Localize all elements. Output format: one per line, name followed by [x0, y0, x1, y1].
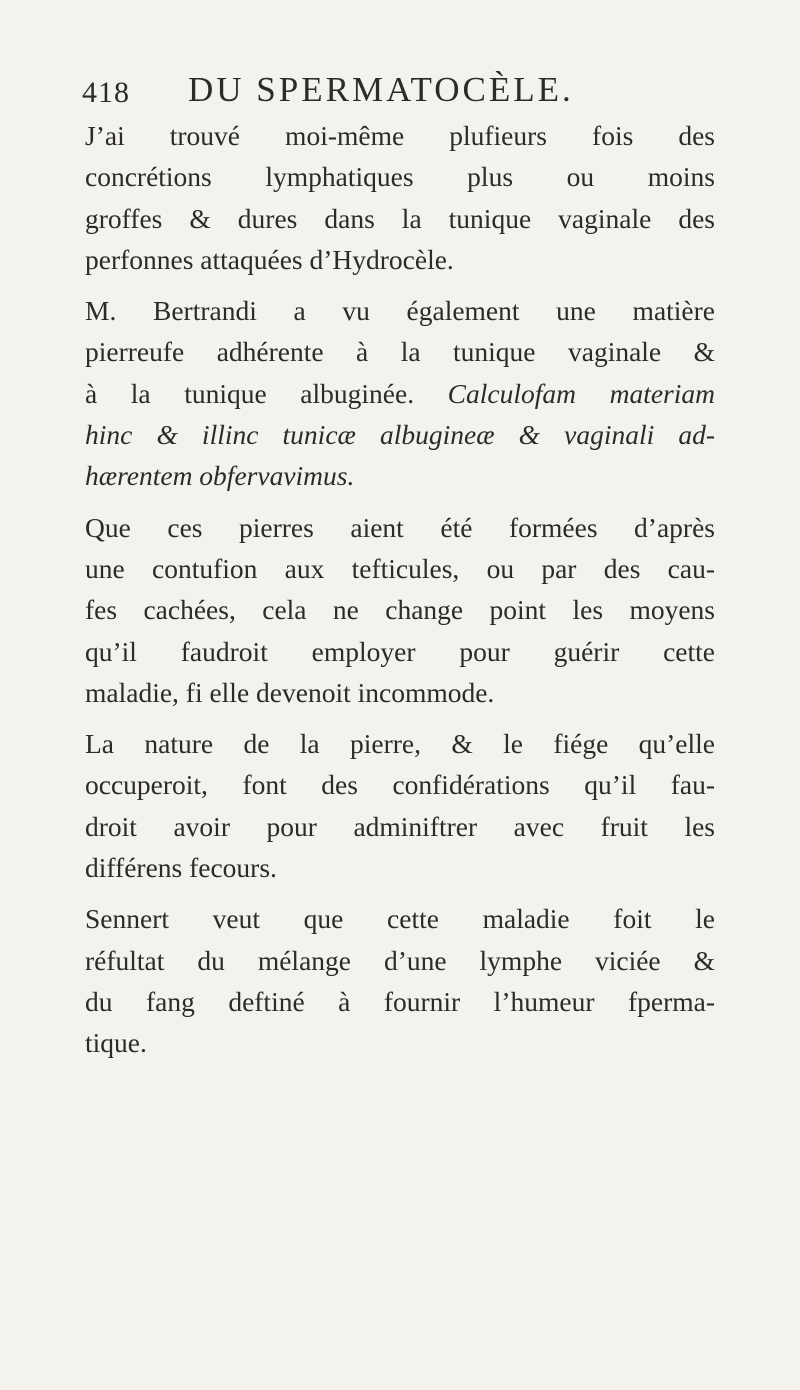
page-number: 418	[82, 76, 130, 109]
text-line: différens fecours.	[85, 852, 277, 884]
paragraph-2	[85, 290, 715, 496]
paragraph-1	[85, 115, 715, 280]
body-text	[85, 115, 715, 1074]
latin-quote-line: hærentem obfervavimus.	[85, 460, 355, 492]
text-line: fes cachées, cela ne change point les moyens	[85, 594, 715, 626]
page-header	[82, 70, 702, 120]
text-line: occuperoit, font des confidérations qu’il fau-	[85, 769, 715, 801]
text-line: Sennert veut que cette maladie foit le	[85, 903, 715, 935]
text-line: La nature de la pierre, & le fiége qu’elle	[85, 728, 715, 760]
text-line: qu’il faudroit employer pour guérir cette	[85, 635, 715, 667]
paragraph-3	[85, 507, 715, 713]
text-fragment: à la tunique albuginée.	[85, 377, 415, 409]
text-line: J’ai trouvé moi-même plufieurs fois des	[85, 120, 715, 151]
text-line-mixed	[85, 373, 715, 414]
paragraph-5	[85, 898, 715, 1063]
text-line: M. Bertrandi a vu également une matière	[85, 295, 715, 327]
latin-quote-line: hinc & illinc tunicæ albugineæ & vaginali ad-	[85, 419, 715, 451]
text-line: concrétions lymphatiques plus ou moins	[85, 161, 715, 193]
running-head: DU SPERMATOCÈLE.	[188, 70, 574, 109]
paragraph-4	[85, 723, 715, 888]
text-line: droit avoir pour adminiftrer avec fruit les	[85, 810, 715, 842]
text-line: perfonnes attaquées d’Hydrocèle.	[85, 243, 454, 275]
text-line: tique.	[85, 1027, 147, 1059]
text-line: une contufion aux tefticules, ou par des cau-	[85, 552, 715, 584]
text-line: pierreufe adhérente à la tunique vaginale &	[85, 336, 715, 368]
text-line: Que ces pierres aient été formées d’après	[85, 511, 715, 543]
text-line: maladie, fi elle devenoit incommode.	[85, 676, 495, 708]
latin-quote-start: Calculofam materiam	[447, 377, 715, 409]
text-line: groffes & dures dans la tunique vaginale des	[85, 202, 715, 234]
text-line: du fang deftiné à fournir l’humeur fperma-	[85, 985, 715, 1017]
text-line: réfultat du mélange d’une lymphe viciée &	[85, 944, 715, 976]
